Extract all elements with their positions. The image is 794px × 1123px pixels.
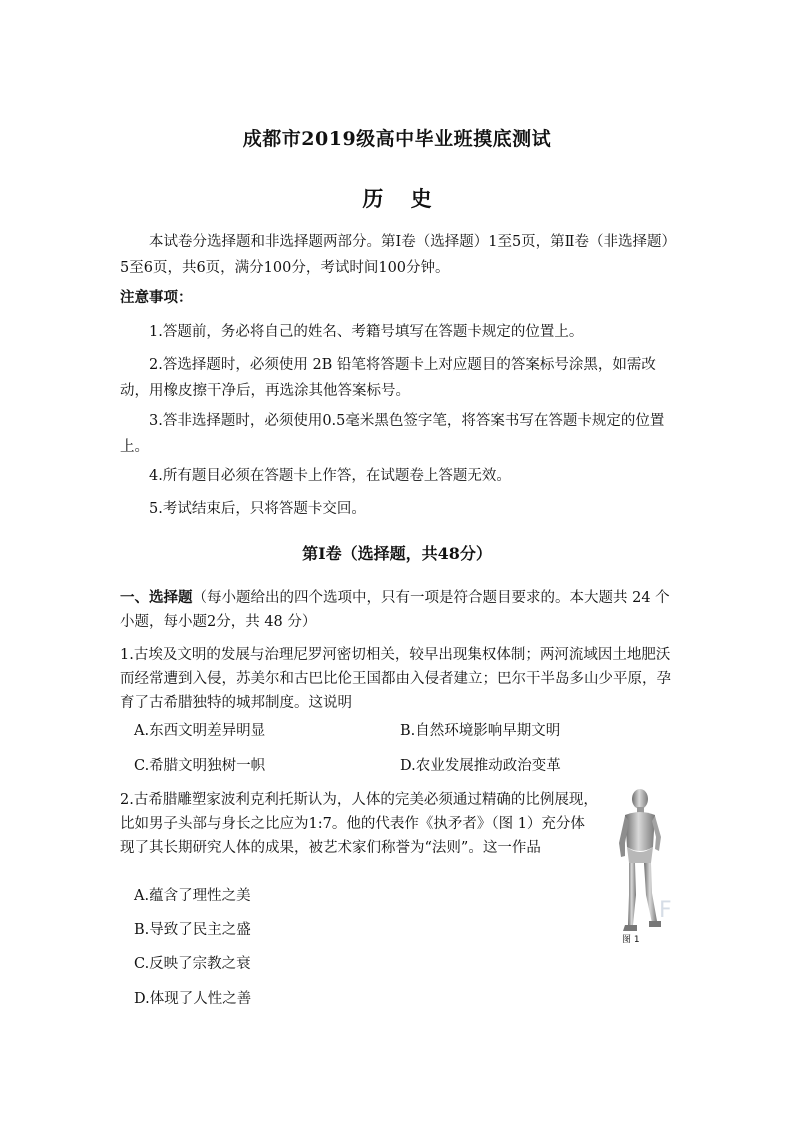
question-1-option-b: B.自然环境影响早期文明 (400, 723, 561, 739)
question-2-option-a: A.蕴含了理性之美 (134, 888, 251, 904)
notice-rule-1: 1.答题前，务必将自己的姓名、考籍号填写在答题卡规定的位置上。 (149, 324, 584, 340)
notice-heading: 注意事项： (120, 289, 193, 306)
subject-title: 历 史 (362, 186, 442, 211)
statue-figure-image (607, 785, 675, 945)
notice-rule-3: 3.答非选择题时，必须使用0.5毫米黑色签字笔，将答案书写在答题卡规定的位置上。 (120, 413, 665, 455)
question-2-stem: 2.古希腊雕塑家波利克利托斯认为，人体的完美必须通过精确的比例展现，比如男子头部与身长之比应为1:7。他的代表作《执矛者》（图 1）充分体现了其长期研究人体的成果，被艺术家们称誉为“法则”。这一作品 (120, 792, 598, 856)
question-1-stem: 1.古埃及文明的发展与治理尼罗河密切相关，较早出现集权体制；两河流域因土地肥沃而经常遭到入侵，苏美尔和古巴比伦王国都由入侵者建立；巴尔干半岛多山少平原，孕育了古希腊独特的城邦制度。这说明 (120, 647, 671, 711)
svg-text:F: F (659, 898, 672, 923)
question-1-option-a: A.东西文明差异明显 (134, 723, 266, 739)
question-2-option-d: D.体现了人性之善 (134, 991, 252, 1007)
part-header (120, 586, 680, 634)
notice-rule-2: 2.答选择题时，必须使用 2B 铅笔将答题卡上对应题目的答案标号涂黑，如需改动，用橡皮擦干净后，再选涂其他答案标号。 (120, 357, 656, 399)
question-2-option-c: C.反映了宗教之衰 (134, 956, 251, 972)
figure-caption: 图 1 (622, 935, 640, 945)
question-1-option-d: D.农业发展推动政治变革 (400, 758, 561, 774)
question-2-option-b: B.导致了民主之盛 (134, 922, 251, 938)
notice-rule-4: 4.所有题目必须在答题卡上作答，在试题卷上答题无效。 (149, 468, 511, 484)
part-label: 一、选择题 (120, 589, 193, 606)
part-description: （每小题给出的四个选项中，只有一项是符合题目要求的。本大题共 24 个小题，每小题2分，共 48 分） (120, 590, 670, 630)
exam-title: 成都市2019级高中毕业班摸底测试 (242, 128, 552, 150)
notice-rule-5: 5.考试结束后，只将答题卡交回。 (149, 501, 366, 517)
question-1-option-c: C.希腊文明独树一帜 (134, 758, 266, 774)
section-title: 第Ⅰ卷（选择题，共48分） (302, 544, 492, 563)
intro-paragraph: 本试卷分选择题和非选择题两部分。第Ⅰ卷（选择题）1至5页，第Ⅱ卷（非选择题）5至6页，共6页，满分100分，考试时间100分钟。 (120, 234, 677, 276)
